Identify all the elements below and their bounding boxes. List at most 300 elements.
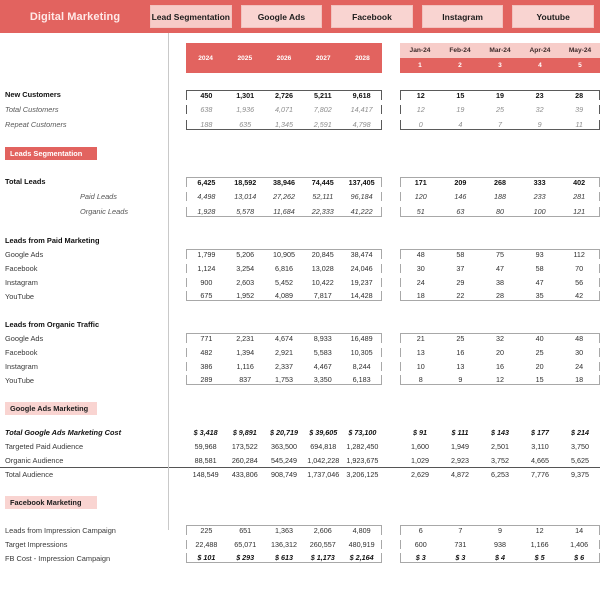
cell-value: 11,684 [273, 206, 295, 216]
cell-value: 75 [495, 250, 504, 259]
cell-value: 6,253 [491, 470, 509, 479]
monthly-month-labels [400, 43, 600, 58]
row-label-total-customers: Total Customers [5, 105, 59, 114]
section-title: Leads Segmentation [5, 147, 97, 160]
cell-value: $ 6 [574, 553, 585, 562]
cell-value: 1,301 [236, 90, 255, 100]
cell-value: 900 [200, 277, 213, 287]
cell-value: 7,776 [531, 470, 549, 479]
cell-value: 6 [418, 526, 423, 535]
cell-value: 2,591 [313, 119, 332, 129]
table-row [0, 289, 600, 303]
cell-value: 137,405 [348, 177, 375, 187]
cell-value: 2,629 [411, 470, 429, 479]
row-label-new-customers: New Customers [5, 90, 61, 99]
cell-value: 1,952 [236, 291, 255, 300]
section-header-facebook-marketing [0, 495, 600, 509]
row-label-total-leads: Total Leads [5, 177, 46, 186]
table-row [0, 523, 600, 537]
cell-value: 48 [575, 334, 584, 343]
table-row [0, 331, 600, 345]
row-label-total-audience: Total Audience [5, 470, 54, 479]
cell-value: 52,111 [312, 192, 334, 201]
section-title: Facebook Marketing [5, 496, 97, 509]
cell-value: 21 [416, 334, 425, 343]
cell-value: 22,333 [311, 206, 334, 216]
cell-value: 2,501 [491, 441, 509, 451]
row-label-fb-cost-impression-campaign: FB Cost - Impression Campaign [5, 553, 111, 563]
cell-value: 5,211 [313, 90, 332, 100]
cell-value: $ 39,605 [309, 427, 338, 437]
organic-instagram-annual [186, 362, 382, 371]
cell-value: 1,406 [570, 539, 589, 549]
cell-value: 80 [495, 206, 504, 216]
organic-leads-monthly [400, 207, 600, 217]
monthly-col-feb24: Feb-24 [449, 47, 471, 54]
cell-value: 10,905 [273, 250, 295, 259]
cell-value: 1,753 [274, 375, 293, 384]
cell-value: $ 73,100 [348, 427, 377, 437]
organic-facebook-monthly [400, 348, 600, 357]
section-header-google-ads-marketing [0, 401, 600, 415]
cell-value: 39 [575, 105, 584, 114]
cell-value: $ 111 [451, 427, 469, 437]
app-header [0, 0, 600, 33]
cell-value: 3,750 [571, 441, 589, 451]
cell-value: 15 [535, 375, 544, 384]
cell-value: 5,583 [313, 347, 332, 357]
cell-value: $ 613 [274, 553, 293, 562]
cell-value: 32 [535, 105, 544, 114]
cell-value: 40 [535, 334, 544, 343]
cell-value: 694,818 [310, 441, 337, 451]
organic-audience-annual [186, 456, 382, 465]
monthly-col-jan24: Jan-24 [409, 47, 431, 54]
cell-value: $ 293 [236, 553, 255, 562]
cell-value: 7,817 [313, 291, 332, 300]
cell-value: 1,936 [236, 105, 255, 114]
section-header-organic-traffic [0, 317, 600, 331]
cell-value: 363,500 [271, 441, 297, 451]
fb-target-impressions-monthly [400, 540, 600, 549]
tab-facebook[interactable]: Facebook [331, 5, 413, 28]
cell-value: 47 [535, 277, 544, 287]
section-label-wrap [0, 147, 168, 160]
cell-value: 51 [416, 206, 425, 216]
cell-value: 4,498 [197, 192, 216, 201]
organic-google-ads-annual [186, 333, 382, 343]
cell-value: 8,244 [352, 361, 371, 371]
row-label-paid-instagram: Instagram [5, 277, 38, 287]
cell-value: 1,029 [411, 455, 429, 465]
cell-value: 5,452 [274, 277, 293, 287]
tab-lead-segmentation[interactable]: Lead Segmentation [150, 5, 232, 28]
cell-value: 3,350 [313, 375, 332, 384]
cell-value: 1,949 [451, 441, 469, 451]
cell-value: 7 [497, 119, 502, 129]
cell-value: 480,919 [348, 539, 375, 549]
tab-google-ads[interactable]: Google Ads [241, 5, 323, 28]
tab-instagram[interactable]: Instagram [422, 5, 504, 28]
cell-value: 42 [575, 291, 584, 300]
table-row [0, 537, 600, 551]
cell-value: $ 101 [197, 553, 216, 562]
cell-value: 13,014 [234, 192, 257, 201]
fb-leads-impression-monthly [400, 525, 600, 535]
cell-value: 13 [416, 347, 425, 357]
cell-value: 4,665 [531, 455, 549, 465]
total-leads-monthly [400, 177, 600, 187]
paid-youtube-annual [186, 291, 382, 301]
cell-value: 16 [456, 347, 465, 357]
fb-cost-impression-monthly [400, 553, 600, 563]
cell-value: 188 [493, 192, 506, 201]
paid-leads-annual [186, 192, 382, 201]
cell-value: 638 [200, 105, 213, 114]
section-header-paid-marketing [0, 233, 600, 247]
cell-value: 146 [454, 192, 467, 201]
section-label-wrap [0, 402, 168, 415]
table-row [0, 204, 600, 219]
cell-value: 7,802 [313, 105, 332, 114]
row-label-leads-impression-campaign: Leads from Impression Campaign [5, 525, 116, 535]
cell-value: 24 [416, 277, 425, 287]
cell-value: $ 3 [415, 553, 426, 562]
cell-value: 37 [456, 263, 465, 273]
cell-value: 136,312 [271, 539, 297, 549]
cell-value: 16,489 [350, 334, 373, 343]
table-row [0, 439, 600, 453]
row-label-paid-google-ads: Google Ads [5, 249, 44, 259]
cell-value: 3,254 [236, 263, 255, 273]
cell-value: 18 [575, 375, 584, 384]
cell-value: 0 [418, 119, 423, 129]
cell-value: 6,425 [197, 177, 216, 187]
cell-value: 22 [456, 291, 465, 300]
cell-value: 28 [495, 291, 504, 300]
cell-value: 386 [200, 361, 213, 371]
cell-value: 268 [493, 177, 506, 187]
cell-value: 1,116 [236, 361, 254, 371]
repeat-customers-annual [186, 120, 382, 130]
cell-value: 25 [456, 334, 465, 343]
cell-value: 100 [533, 206, 546, 216]
cell-value: $ 1,173 [310, 553, 335, 562]
monthly-index-4: 4 [538, 62, 542, 69]
table-row [0, 174, 600, 189]
cell-value: 260,557 [309, 539, 336, 549]
cell-value: 188 [200, 119, 213, 129]
cell-value: 9 [497, 526, 502, 535]
cell-value: 65,071 [234, 539, 257, 549]
organic-instagram-monthly [400, 362, 600, 371]
monthly-index-2: 2 [458, 62, 462, 69]
cell-value: 11 [575, 119, 583, 129]
cell-value: 4,071 [274, 105, 293, 114]
row-label-paid-facebook: Facebook [5, 263, 38, 273]
column-header-row [0, 43, 600, 73]
row-label-organic-google-ads: Google Ads [5, 333, 44, 343]
cell-value: 56 [575, 277, 584, 287]
cell-value: 19,237 [350, 277, 373, 287]
cell-value: 2,603 [236, 277, 255, 287]
cell-value: 482 [200, 347, 213, 357]
cell-value: 1,737,046 [307, 470, 340, 479]
annual-col-2024: 2024 [198, 54, 213, 62]
cell-value: 24,046 [350, 263, 373, 273]
cell-value: 12 [416, 105, 425, 114]
cell-value: $ 9,891 [232, 427, 257, 437]
cell-value: 2,923 [451, 455, 469, 465]
cell-value: 5,206 [236, 250, 255, 259]
cell-value: 93 [535, 250, 544, 259]
row-label-paid-youtube: YouTube [5, 291, 35, 301]
cell-value: 1,799 [197, 250, 216, 259]
cell-value: 908,749 [271, 470, 297, 479]
cell-value: 4,798 [352, 119, 371, 129]
row-label-target-impressions: Target Impressions [5, 539, 68, 549]
total-audience-monthly [400, 470, 600, 479]
cell-value: 30 [575, 347, 584, 357]
cell-value: 2,231 [236, 334, 255, 343]
cell-value: 18,592 [234, 177, 257, 187]
paid-instagram-annual [186, 278, 382, 287]
monthly-index-1: 1 [418, 62, 422, 69]
organic-leads-annual [186, 207, 382, 217]
paid-facebook-annual [186, 264, 382, 273]
row-label-repeat-customers: Repeat Customers [5, 120, 67, 129]
organic-facebook-annual [186, 348, 382, 357]
row-label-targeted-paid-audience: Targeted Paid Audience [5, 441, 84, 451]
cell-value: 28 [575, 90, 584, 100]
cell-value: 148,549 [192, 470, 219, 479]
cell-value: 63 [456, 206, 465, 216]
organic-youtube-annual [186, 375, 382, 385]
table-row [0, 247, 600, 261]
cell-value: 38,946 [273, 177, 295, 187]
cell-value: $ 4 [494, 553, 505, 562]
cell-value: 433,806 [231, 470, 258, 479]
cell-value: 14 [575, 526, 584, 535]
paid-google-ads-annual [186, 249, 382, 259]
cell-value: 41,222 [350, 206, 373, 216]
targeted-paid-audience-annual [186, 442, 382, 451]
cell-value: 58 [535, 263, 544, 273]
row-label-total-google-ads-cost: Total Google Ads Marketing Cost [5, 427, 122, 437]
cell-value: 8 [418, 375, 423, 384]
cell-value: 27,262 [273, 192, 295, 201]
cell-value: 402 [573, 177, 586, 187]
annual-col-2027: 2027 [315, 54, 331, 62]
cell-value: 18 [416, 291, 425, 300]
paid-google-ads-monthly [400, 249, 600, 259]
cell-value: 1,923,675 [346, 455, 379, 465]
cell-value: 9,618 [352, 90, 371, 100]
cell-value: 96,184 [350, 192, 373, 201]
cell-value: $ 143 [491, 427, 509, 437]
worksheet [0, 33, 600, 600]
cell-value: 1,928 [197, 206, 216, 216]
cell-value: $ 5 [534, 553, 545, 562]
total-customers-monthly [400, 105, 600, 114]
cell-value: 651 [239, 526, 252, 535]
table-row [0, 373, 600, 387]
cell-value: 4,674 [274, 334, 293, 343]
cell-value: 30 [416, 263, 425, 273]
fb-target-impressions-annual [186, 540, 382, 549]
cell-value: 1,166 [530, 539, 549, 549]
monthly-index-5: 5 [578, 62, 582, 69]
cell-value: 173,522 [231, 441, 258, 451]
cell-value: 25 [495, 105, 504, 114]
fb-leads-impression-annual [186, 525, 382, 535]
cell-value: 19 [495, 90, 504, 100]
cell-value: 3,206,125 [346, 470, 379, 479]
monthly-index-numbers [400, 58, 600, 73]
table-row [0, 189, 600, 204]
cell-value: 16 [495, 361, 504, 371]
row-label-organic-facebook: Facebook [5, 347, 38, 357]
annual-col-2026: 2026 [276, 54, 292, 62]
new-customers-monthly [400, 90, 600, 100]
paid-youtube-monthly [400, 291, 600, 301]
cell-value: 4,467 [313, 361, 332, 371]
cell-value: 12 [535, 526, 544, 535]
row-label-organic-instagram: Instagram [5, 361, 38, 371]
row-label-organic-leads: Organic Leads [80, 207, 129, 216]
annual-header-band [186, 43, 382, 73]
cell-value: 13 [456, 361, 465, 371]
cell-value: 6,183 [352, 375, 371, 384]
organic-google-ads-monthly [400, 333, 600, 343]
section-title: Google Ads Marketing [5, 402, 97, 415]
cell-value: 1,282,450 [346, 441, 379, 451]
cell-value: 225 [200, 526, 213, 535]
cell-value: 6,816 [274, 263, 293, 273]
cell-value: 38 [495, 277, 504, 287]
cell-value: $ 177 [531, 427, 549, 437]
cell-value: $ 3 [455, 553, 466, 562]
cell-value: 112 [573, 250, 585, 259]
cell-value: 171 [414, 177, 427, 187]
cell-value: 3,752 [491, 455, 509, 465]
cell-value: 15 [456, 90, 465, 100]
total-google-ads-cost-annual [186, 428, 382, 437]
cell-value: 10,305 [350, 347, 373, 357]
cell-value: 9,375 [571, 470, 589, 479]
cell-value: $ 3,418 [193, 427, 218, 437]
cell-value: 22,488 [195, 539, 218, 549]
cell-value: 38,474 [350, 250, 373, 259]
cell-value: 2,337 [274, 361, 293, 371]
cell-value: 260,284 [231, 455, 258, 465]
cell-value: 121 [573, 206, 586, 216]
cell-value: 233 [533, 192, 546, 201]
annual-col-2028: 2028 [355, 54, 370, 62]
cell-value: 8,933 [313, 334, 332, 343]
cell-value: 7 [458, 526, 463, 535]
monthly-col-apr24: Apr-24 [529, 47, 551, 54]
total-leads-annual [186, 177, 382, 187]
cell-value: 12 [416, 90, 425, 100]
cell-value: 24 [575, 361, 584, 371]
cell-value: $ 214 [571, 427, 589, 437]
section-title: Leads from Paid Marketing [5, 235, 100, 245]
cell-value: 635 [239, 119, 252, 129]
cell-value: 59,968 [194, 441, 217, 451]
organic-youtube-monthly [400, 375, 600, 385]
row-label-organic-audience: Organic Audience [5, 455, 64, 465]
cell-value: 3,110 [531, 441, 549, 451]
cell-value: 837 [239, 375, 252, 384]
organic-audience-monthly [400, 456, 600, 465]
total-audience-annual [186, 470, 382, 479]
cell-value: 281 [573, 192, 586, 201]
total-customers-annual [186, 105, 382, 114]
cell-value: 333 [533, 177, 546, 187]
cell-value: 289 [200, 375, 213, 384]
cell-value: 2,726 [274, 90, 293, 100]
app-title: Digital Marketing [29, 10, 121, 23]
section-label-wrap [0, 496, 168, 509]
cell-value: 20,845 [311, 250, 334, 259]
cell-value: 12 [495, 375, 504, 384]
monthly-col-may24: May-24 [568, 47, 592, 54]
table-row [0, 551, 600, 565]
cell-value: 14,417 [350, 105, 373, 114]
cell-value: 675 [200, 291, 213, 300]
cell-value: $ 20,719 [270, 427, 298, 437]
cell-value: 1,394 [236, 347, 255, 357]
monthly-col-mar24: Mar-24 [489, 47, 511, 54]
cell-value: 35 [535, 291, 544, 300]
cell-value: 20 [535, 361, 544, 371]
repeat-customers-monthly [400, 120, 600, 130]
row-label-organic-youtube: YouTube [5, 375, 35, 385]
cell-value: 4 [458, 119, 463, 129]
monthly-index-3: 3 [498, 62, 502, 69]
cell-value: 23 [535, 90, 544, 100]
cell-value: 1,600 [411, 441, 429, 451]
cell-value: 25 [535, 347, 544, 357]
total-google-ads-cost-monthly [400, 428, 600, 437]
cell-value: 1,042,228 [307, 455, 340, 465]
cell-value: 938 [493, 539, 506, 549]
cell-value: 10 [416, 361, 425, 371]
table-row [0, 87, 600, 102]
row-label-paid-leads: Paid Leads [80, 192, 117, 201]
cell-value: 74,445 [311, 177, 334, 187]
cell-value: 58 [456, 250, 465, 259]
cell-value: 70 [575, 263, 584, 273]
cell-value: 209 [454, 177, 467, 187]
cell-value: 47 [495, 263, 504, 273]
nav-tabs [150, 0, 600, 33]
cell-value: 13,028 [311, 263, 334, 273]
table-row [0, 261, 600, 275]
cell-value: 5,578 [236, 206, 255, 216]
table-row [0, 102, 600, 117]
cell-value: 88,581 [194, 455, 217, 465]
annual-col-2025: 2025 [237, 54, 253, 62]
tab-youtube[interactable]: Youtube [512, 5, 594, 28]
cell-value: 545,249 [271, 455, 297, 465]
cell-value: 1,124 [197, 263, 216, 273]
cell-value: 14,428 [350, 291, 373, 300]
cell-value: 731 [454, 539, 467, 549]
cell-value: 48 [416, 250, 425, 259]
fb-cost-impression-annual [186, 553, 382, 563]
